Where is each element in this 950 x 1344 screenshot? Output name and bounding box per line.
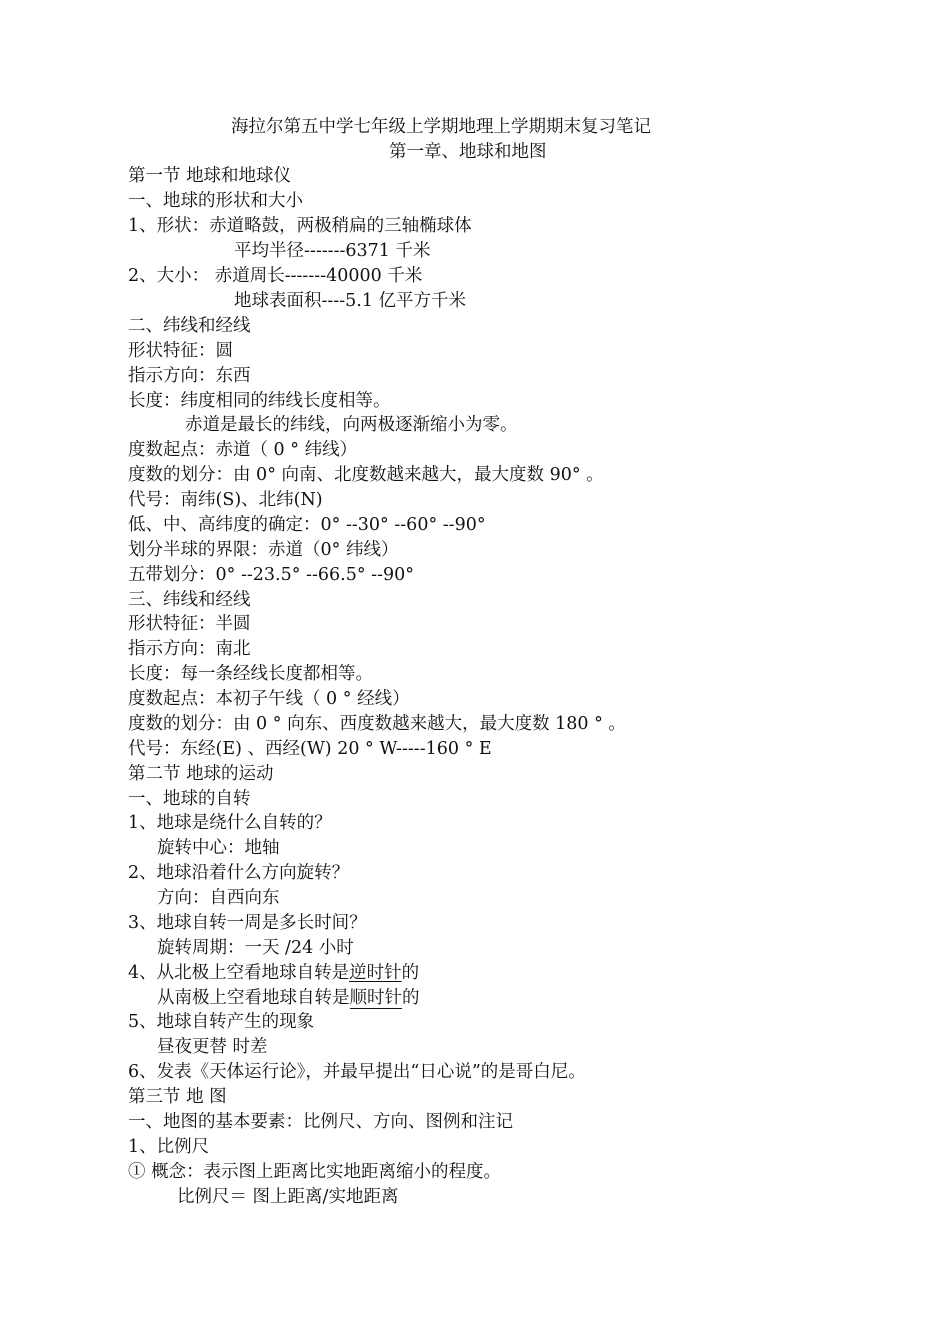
text-line: 5、地球自转产生的现象 <box>128 1012 315 1032</box>
text-line: 地球表面积----5.1 亿平方千米 <box>234 291 467 311</box>
text-line: 方向：自西向东 <box>157 888 280 908</box>
text-line: 平均半径-------6371 千米 <box>234 241 431 261</box>
subsection-heading: 一、地球的自转 <box>128 789 251 809</box>
text-line: 形状特征：半圆 <box>128 614 251 634</box>
section-heading: 第一节 地球和地球仪 <box>128 166 292 186</box>
text-line: 昼夜更替 时差 <box>157 1037 268 1057</box>
underlined-term: 逆时针 <box>349 963 402 983</box>
text-line: 赤道是最长的纬线，向两极逐渐缩小为零。 <box>185 415 518 435</box>
subsection-heading: 一、地球的形状和大小 <box>128 191 303 211</box>
text-line: 代号：东经(E) 、西经(W) 20 ° W-----160 ° E <box>128 739 492 759</box>
text-line: 2、大小： 赤道周长-------40000 千米 <box>128 266 423 286</box>
text-line: 1、形状：赤道略鼓，两极稍扁的三轴椭球体 <box>128 216 472 236</box>
text-line: 旋转周期：一天 /24 小时 <box>157 938 354 958</box>
text-line: 指示方向：东西 <box>128 366 251 386</box>
text-line: 度数的划分：由 0 ° 向东、西度数越来越大，最大度数 180 ° 。 <box>128 714 626 734</box>
text-line: 1、地球是绕什么自转的？ <box>128 813 332 833</box>
text-segment: 的 <box>401 963 420 983</box>
text-line: 度数的划分：由 0° 向南、北度数越来越大，最大度数 90° 。 <box>128 465 604 485</box>
text-line: 长度：纬度相同的纬线长度相等。 <box>128 391 391 411</box>
text-line: ① 概念：表示图上距离比实地距离缩小的程度。 <box>128 1162 502 1182</box>
text-segment: 的 <box>402 988 420 1008</box>
text-line: 旋转中心：地轴 <box>157 838 280 858</box>
text-line: 形状特征：圆 <box>128 341 233 361</box>
text-line: 1、比例尺 <box>128 1137 210 1157</box>
section-heading: 第三节 地 图 <box>128 1087 227 1107</box>
text-line: 低、中、高纬度的确定：0° --30° --60° --90° <box>128 515 486 535</box>
text-line: 划分半球的界限：赤道（0° 纬线） <box>128 540 399 560</box>
text-line: 比例尺＝ 图上距离/实地距离 <box>177 1187 399 1207</box>
text-segment: 4、从北极上空看地球自转是 <box>128 963 350 983</box>
text-line: 指示方向：南北 <box>128 639 251 659</box>
text-line: 度数起点：赤道（ 0 ° 纬线） <box>128 440 358 460</box>
text-line <box>157 986 420 1011</box>
text-line: 6、发表《天体运行论》，并最早提出“日心说”的是哥白尼。 <box>128 1062 586 1082</box>
subsection-heading: 二、纬线和经线 <box>128 316 251 336</box>
text-line: 长度：每一条经线长度都相等。 <box>128 664 373 684</box>
text-line: 度数起点：本初子午线（ 0 ° 经线） <box>128 689 410 709</box>
subsection-heading: 一、地图的基本要素：比例尺、方向、图例和注记 <box>128 1112 513 1132</box>
text-line: 2、地球沿着什么方向旋转？ <box>128 863 350 883</box>
document-title: 海拉尔第五中学七年级上学期地理上学期期末复习笔记 <box>231 117 651 137</box>
text-line: 五带划分：0° --23.5° --66.5° --90° <box>128 565 414 585</box>
chapter-title: 第一章、地球和地图 <box>389 142 547 162</box>
section-heading: 第二节 地球的运动 <box>128 764 274 784</box>
subsection-heading: 三、纬线和经线 <box>128 590 251 610</box>
text-line: 3、地球自转一周是多长时间？ <box>128 913 367 933</box>
text-line <box>128 961 419 986</box>
underlined-term: 顺时针 <box>349 988 402 1008</box>
text-line: 代号：南纬(S)、北纬(N) <box>128 490 323 510</box>
text-segment: 从南极上空看地球自转是 <box>157 988 350 1008</box>
